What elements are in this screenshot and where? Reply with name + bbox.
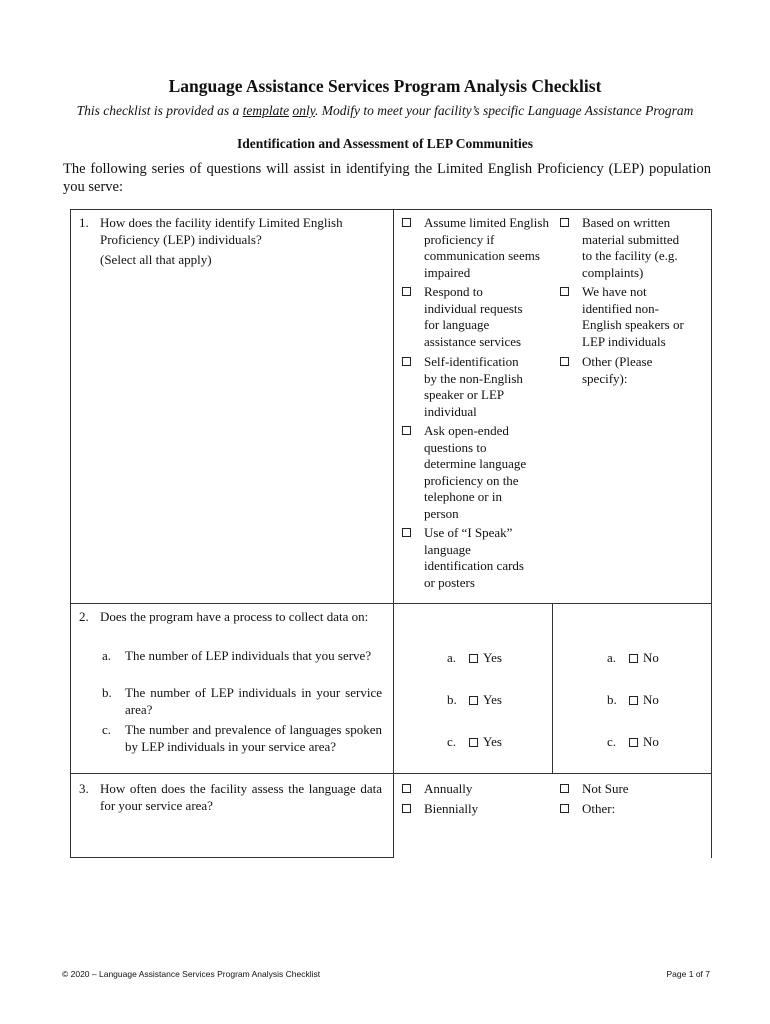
q2-b-no[interactable]: [607, 692, 659, 708]
q2-b-no-letter: b.: [607, 692, 617, 707]
q3-option-not-sure[interactable]: [560, 781, 700, 799]
option-label: Other:: [582, 801, 616, 816]
q1-option-i-speak[interactable]: [402, 525, 552, 591]
checkbox[interactable]: [469, 654, 478, 663]
checkbox[interactable]: [402, 784, 411, 793]
question-1-number: 1.: [79, 215, 89, 230]
question-3-text: How often does the facility assess the language data for your service area?: [100, 781, 382, 813]
question-1-text: How does the facility identify Limited English Proficiency (LEP) individuals?: [100, 215, 343, 247]
table-border-left: [70, 209, 71, 858]
q2-item-b-letter: b.: [102, 685, 112, 700]
question-2-text: Does the program have a process to collect data on:: [100, 609, 369, 624]
q1-option-written-material[interactable]: [560, 215, 705, 281]
q2-item-c: [102, 722, 382, 772]
no-label: No: [643, 692, 659, 707]
checkbox[interactable]: [402, 287, 411, 296]
q1-option-assume-limited[interactable]: [402, 215, 552, 281]
table-border-top: [70, 209, 712, 210]
subtitle-template-word: template: [242, 103, 290, 118]
question-2-number: 2.: [79, 609, 89, 624]
row-divider-1: [70, 603, 712, 604]
q1-option-open-ended[interactable]: [402, 423, 552, 523]
q2-item-b: [102, 685, 382, 719]
q3-option-annually[interactable]: [402, 781, 542, 799]
option-label: Assume limited English proficiency if communication seems impaired: [424, 215, 549, 280]
column-divider-q2: [552, 603, 553, 773]
question-1-note: [100, 252, 350, 269]
no-label: No: [643, 650, 659, 665]
q2-item-a: [102, 648, 382, 682]
q2-item-b-text: The number of LEP individuals in your service area?: [125, 685, 382, 717]
subtitle-suffix: . Modify to meet your facility’s specific Language Assistance Program: [314, 103, 694, 118]
intro-paragraph: The following series of questions will assist in identifying the Limited English Proficiency (LEP) population you serve:: [63, 161, 711, 195]
footer-page-number: Page 1 of 7: [666, 969, 710, 979]
q2-a-no[interactable]: [607, 650, 659, 666]
checkbox[interactable]: [469, 696, 478, 705]
option-label: Annually: [424, 781, 473, 796]
checkbox[interactable]: [469, 738, 478, 747]
checkbox[interactable]: [560, 357, 569, 366]
q2-c-no-letter: c.: [607, 734, 617, 749]
option-label: We have not identified non-English speakers or LEP individuals: [582, 284, 684, 349]
q2-item-c-text: The number and prevalence of languages spoken by LEP individuals in your service area?: [125, 722, 382, 754]
checkbox[interactable]: [629, 738, 638, 747]
footer-copyright: © 2020 – Language Assistance Services Program Analysis Checklist: [62, 969, 321, 979]
checkbox[interactable]: [402, 218, 411, 227]
q2-item-c-letter: c.: [102, 722, 112, 737]
question-3-number: 3.: [79, 781, 89, 796]
option-label: Not Sure: [582, 781, 629, 796]
checkbox[interactable]: [560, 804, 569, 813]
q1-option-not-identified[interactable]: [560, 284, 705, 350]
option-label: Biennially: [424, 801, 479, 816]
yes-label: Yes: [483, 734, 502, 749]
q2-a-yes-letter: a.: [447, 650, 457, 665]
q3-option-other[interactable]: [560, 801, 700, 819]
checkbox[interactable]: [402, 528, 411, 537]
q2-item-a-letter: a.: [102, 648, 112, 663]
q2-a-yes[interactable]: [447, 650, 502, 666]
option-label: Other (Please specify):: [582, 354, 653, 386]
option-label: Use of “I Speak” language identification cards or posters: [424, 525, 524, 590]
option-label: Based on written material submitted to the facility (e.g. complaints): [582, 215, 680, 280]
document-subtitle: [0, 103, 770, 119]
yes-label: Yes: [483, 650, 502, 665]
checkbox[interactable]: [560, 784, 569, 793]
subtitle-prefix: This checklist is provided as a: [76, 103, 243, 118]
q2-b-yes-letter: b.: [447, 692, 457, 707]
table-border-bottom: [70, 857, 393, 858]
option-label: Self-identification by the non-English speaker or LEP individual: [424, 354, 523, 419]
q2-c-yes-letter: c.: [447, 734, 457, 749]
option-label: Ask open-ended questions to determine language proficiency on the telephone or in person: [424, 423, 527, 521]
document-title: Language Assistance Services Program Analysis Checklist: [168, 76, 602, 96]
q1-option-other[interactable]: [560, 354, 705, 394]
q2-c-no[interactable]: [607, 734, 659, 750]
row-divider-2: [70, 773, 712, 774]
checkbox[interactable]: [402, 426, 411, 435]
q2-a-no-letter: a.: [607, 650, 617, 665]
section-title: Identification and Assessment of LEP Communities: [237, 136, 533, 151]
yes-label: Yes: [483, 692, 502, 707]
checkbox[interactable]: [560, 218, 569, 227]
column-divider-main: [393, 209, 394, 858]
q1-option-self-identification[interactable]: [402, 354, 552, 420]
q1-option-respond-requests[interactable]: [402, 284, 552, 350]
table-border-right: [711, 209, 712, 858]
checkbox[interactable]: [629, 696, 638, 705]
question-3: [79, 781, 383, 815]
q3-option-biennially[interactable]: [402, 801, 542, 819]
checklist-table: [70, 209, 712, 858]
subtitle-only-word: only: [292, 103, 315, 118]
checkbox[interactable]: [560, 287, 569, 296]
q2-c-yes[interactable]: [447, 734, 502, 750]
option-label: Respond to individual requests for language assistance services: [424, 284, 523, 349]
question-2: [79, 609, 383, 643]
q2-item-a-text: The number of LEP individuals that you serve?: [125, 648, 372, 663]
q2-b-yes[interactable]: [447, 692, 502, 708]
checkbox[interactable]: [629, 654, 638, 663]
checkbox[interactable]: [402, 357, 411, 366]
question-1-note-text: (Select all that apply): [100, 252, 212, 267]
checkbox[interactable]: [402, 804, 411, 813]
no-label: No: [643, 734, 659, 749]
